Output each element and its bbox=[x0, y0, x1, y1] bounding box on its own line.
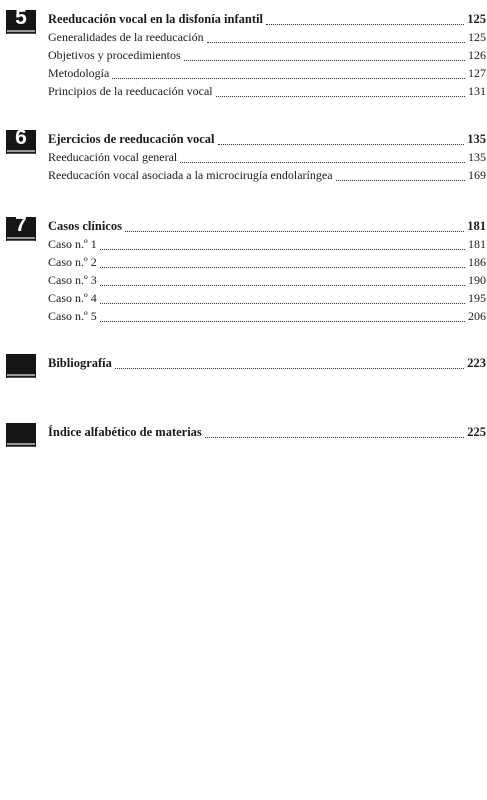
entry-title: Reeducación vocal asociada a la microcirugía endolaríngea bbox=[48, 168, 333, 182]
dot-leader bbox=[100, 303, 465, 304]
badge-stripe bbox=[7, 443, 35, 445]
toc-entry[interactable] bbox=[48, 289, 486, 307]
page-number: 223 bbox=[467, 356, 486, 370]
dot-leader bbox=[115, 368, 464, 369]
dot-leader bbox=[100, 285, 465, 286]
badge-stripe-dark bbox=[7, 240, 35, 241]
chapter-title: Ejercicios de reeducación vocal bbox=[48, 132, 215, 146]
toc-entry[interactable] bbox=[48, 166, 486, 184]
entry-title: Principios de la reeducación vocal bbox=[48, 84, 213, 98]
dot-leader bbox=[100, 249, 465, 250]
page-number: 135 bbox=[467, 132, 486, 146]
page-number: 195 bbox=[468, 291, 486, 305]
page-number: 181 bbox=[468, 237, 486, 251]
entry-title: Caso n.º 1 bbox=[48, 237, 97, 251]
page-number: 127 bbox=[468, 66, 486, 80]
badge-stripe-dark bbox=[7, 377, 35, 378]
chapter-badge bbox=[6, 354, 36, 378]
badge-stripe bbox=[7, 30, 35, 32]
toc-entry[interactable] bbox=[48, 64, 486, 82]
entry-title: Metodología bbox=[48, 66, 110, 80]
page-number: 125 bbox=[467, 12, 486, 26]
entry-title: Caso n.º 5 bbox=[48, 309, 97, 323]
chapter-number: 7 bbox=[15, 213, 27, 236]
chapter-badge bbox=[6, 126, 36, 154]
dot-leader bbox=[100, 267, 465, 268]
page-number: 125 bbox=[468, 30, 486, 44]
toc-entry[interactable] bbox=[48, 307, 486, 325]
page-number: 169 bbox=[468, 168, 486, 182]
chapter-heading[interactable] bbox=[48, 354, 486, 372]
dot-leader bbox=[184, 60, 465, 61]
dot-leader bbox=[266, 24, 464, 25]
chapter-badge bbox=[6, 6, 36, 34]
chapter-number: 6 bbox=[15, 126, 27, 149]
badge-stripe bbox=[7, 150, 35, 152]
entry-title: Caso n.º 3 bbox=[48, 273, 97, 287]
entry-title: Objetivos y procedimientos bbox=[48, 48, 181, 62]
badge-stripe bbox=[7, 237, 35, 239]
dot-leader bbox=[180, 162, 465, 163]
toc-entry[interactable] bbox=[48, 253, 486, 271]
entry-title: Caso n.º 4 bbox=[48, 291, 97, 305]
chapter-badge bbox=[6, 423, 36, 447]
toc-entry[interactable] bbox=[48, 235, 486, 253]
dot-leader bbox=[112, 78, 465, 79]
chapter-badge bbox=[6, 213, 36, 241]
badge-stripe-dark bbox=[7, 446, 35, 447]
badge-stripe-dark bbox=[7, 33, 35, 34]
page-number: 131 bbox=[468, 84, 486, 98]
entry-title: Generalidades de la reeducación bbox=[48, 30, 204, 44]
chapter-title: Bibliografía bbox=[48, 356, 112, 370]
page-number: 225 bbox=[467, 425, 486, 439]
entry-title: Reeducación vocal general bbox=[48, 150, 178, 164]
toc-entry[interactable] bbox=[48, 82, 486, 100]
entry-title: Caso n.º 2 bbox=[48, 255, 97, 269]
chapter-heading[interactable] bbox=[48, 130, 486, 148]
dot-leader bbox=[205, 437, 464, 438]
toc-entry[interactable] bbox=[48, 28, 486, 46]
toc-entry[interactable] bbox=[48, 148, 486, 166]
chapter-title: Casos clínicos bbox=[48, 219, 122, 233]
dot-leader bbox=[100, 321, 465, 322]
toc-entry[interactable] bbox=[48, 271, 486, 289]
page-number: 126 bbox=[468, 48, 486, 62]
page-number: 186 bbox=[468, 255, 486, 269]
page-number: 135 bbox=[468, 150, 486, 164]
dot-leader bbox=[207, 42, 465, 43]
badge-stripe bbox=[7, 374, 35, 376]
chapter-heading[interactable] bbox=[48, 423, 486, 441]
toc-entry[interactable] bbox=[48, 46, 486, 64]
page-number: 206 bbox=[468, 309, 486, 323]
badge-stripe-dark bbox=[7, 153, 35, 154]
dot-leader bbox=[218, 144, 465, 145]
page-number: 181 bbox=[467, 219, 486, 233]
page-number: 190 bbox=[468, 273, 486, 287]
chapter-number: 5 bbox=[15, 6, 27, 29]
dot-leader bbox=[336, 180, 465, 181]
dot-leader bbox=[216, 96, 465, 97]
dot-leader bbox=[125, 231, 464, 232]
chapter-heading[interactable] bbox=[48, 10, 486, 28]
chapter-heading[interactable] bbox=[48, 217, 486, 235]
chapter-title: Índice alfabético de materias bbox=[48, 425, 202, 439]
chapter-title: Reeducación vocal en la disfonía infantil bbox=[48, 12, 263, 26]
